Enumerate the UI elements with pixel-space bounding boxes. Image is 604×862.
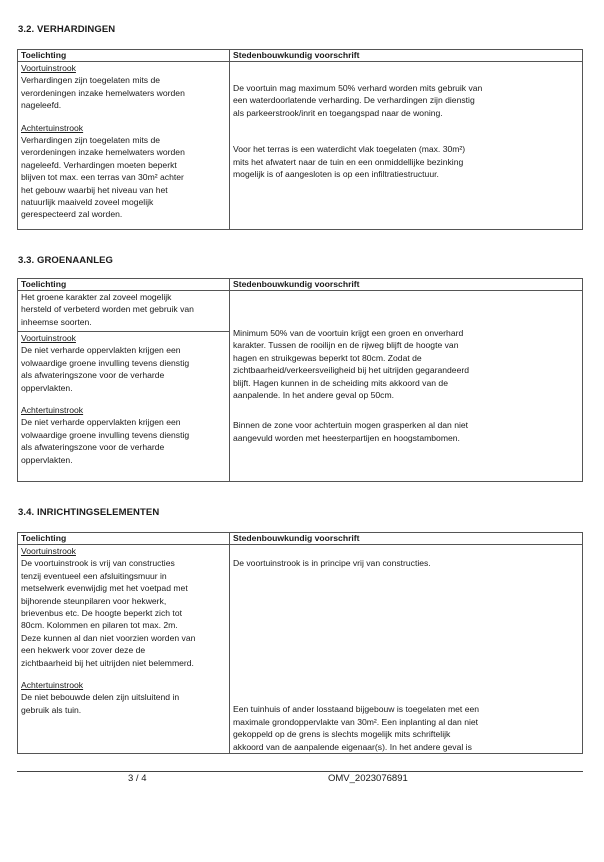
toelichting-intro-text: Het groene karakter zal zoveel mogelijk hersteld of verbeterd worden met gebruik van inheemse soorten. (21, 292, 194, 327)
header-toelichting: Toelichting (18, 50, 230, 62)
section-title-groenaanleg: 3.3. GROENAANLEG (18, 255, 114, 266)
toelichting-text: Verhardingen zijn toegelaten mits de verordeningen inzake hemelwaters worden nageleefd. Verhardingen moeten beperkt blijven tot max. een terras van 30m² achter het gebouw waarbij het niveau van het natuurlijk maaiveld zoveel mogelijk gerespecteerd zal worden. (21, 135, 185, 220)
subheading-voortuinstrook: Voortuinstrook (21, 63, 76, 73)
section-title-verhardingen: 3.2. VERHARDINGEN (18, 24, 116, 35)
header-toelichting: Toelichting (18, 279, 230, 291)
toelichting-text: De niet verharde oppervlakten krijgen een volwaardige groene invulling tevens dienstig als afwateringszone voor de verharde oppervlakten. (21, 345, 190, 393)
toelichting-cell (18, 332, 230, 482)
page-number: 3 / 4 (128, 773, 147, 784)
voorschrift-cell (230, 62, 583, 230)
subheading-voortuinstrook: Voortuinstrook (21, 546, 76, 556)
subheading-achtertuinstrook: Achtertuinstrook (21, 122, 84, 133)
toelichting-text: Verhardingen zijn toegelaten mits de verordeningen inzake hemelwaters worden nageleefd. (21, 75, 185, 111)
toelichting-cell (18, 62, 230, 230)
header-voorschrift: Stedenbouwkundig voorschrift (230, 279, 583, 291)
toelichting-cell (18, 545, 230, 754)
voorschrift-cell (230, 291, 583, 482)
voorschrift-text: Een tuinhuis of ander losstaand bijgebouw is toegelaten met een maximale grondoppervlakte van 30m². Een inplanting al dan niet gekoppeld op de grens is slechts mogelijk mits schriftelijk akkoord van de aanpalende eigenaar(s). In het andere geval is (233, 704, 480, 752)
voorschrift-text: Binnen de zone voor achtertuin mogen grasperken al dan niet aangevuld worden met heesterpartijen en hoogstambomen. (233, 420, 469, 443)
document-id: OMV_2023076891 (328, 773, 408, 784)
toelichting-text: De voortuinstrook is vrij van constructies tenzij eventueel een afsluitingsmuur in metselwerk evenwijdig met het voetpad met bijhorende steunpilaren voor hekwerk, brievenbus etc. De hoogte beperkt zich tot 80cm. Kolommen en pilaren tot max. 2m. Deze kunnen al dan niet voorzien worden van een hekwerk voor zover deze de zichtbaarheid bij het uitrijden niet belemmerd. (21, 558, 196, 668)
toelichting-text: De niet verharde oppervlakten krijgen een volwaardige groene invulling tevens dienstig als afwateringszone voor de verharde oppervlakten. (21, 417, 190, 465)
table-verhardingen (17, 49, 583, 230)
table-groenaanleg (17, 278, 583, 482)
voorschrift-cell (230, 545, 583, 754)
voorschrift-text: Minimum 50% van de voortuin krijgt een groen en onverhard karakter. Tussen de rooilijn en de rijweg blijft de hoogte van hagen en struikgewas beperkt tot 80cm. Zodat de zichtbaarheid/verkeersveiligheid bij het uitrijden gegarandeerd blijft. Hagen kunnen in de scheiding mits akkoord van de aanpalende. In het andere geval op 50cm. (233, 328, 469, 401)
header-voorschrift: Stedenbouwkundig voorschrift (230, 533, 583, 545)
header-toelichting: Toelichting (18, 533, 230, 545)
subheading-achtertuinstrook: Achtertuinstrook (21, 680, 84, 691)
subheading-voortuinstrook: Voortuinstrook (21, 333, 76, 343)
table-inrichtingselementen (17, 532, 583, 754)
toelichting-text: De niet bebouwde delen zijn uitsluitend in gebruik als tuin. (21, 692, 180, 715)
voorschrift-text: Voor het terras is een waterdicht vlak toegelaten (max. 30m²) mits het afwatert naar de tuin en een onmiddellijke bezinking mogelijk is of aangesloten is op een infiltratiestructuur. (233, 144, 466, 180)
toelichting-intro-cell (18, 291, 230, 332)
subheading-achtertuinstrook: Achtertuinstrook (21, 405, 84, 416)
voorschrift-text: De voortuin mag maximum 50% verhard worden mits gebruik van een waterdoorlatende verharding. De verhardingen zijn dienstig als parkeerstrook/inrit en toegangspad naar de woning. (233, 83, 483, 118)
voorschrift-text: De voortuinstrook is in principe vrij van constructies. (233, 558, 431, 568)
header-voorschrift: Stedenbouwkundig voorschrift (230, 50, 583, 62)
section-title-inrichtingselementen: 3.4. INRICHTINGSELEMENTEN (18, 507, 160, 518)
footer-divider (17, 771, 583, 772)
